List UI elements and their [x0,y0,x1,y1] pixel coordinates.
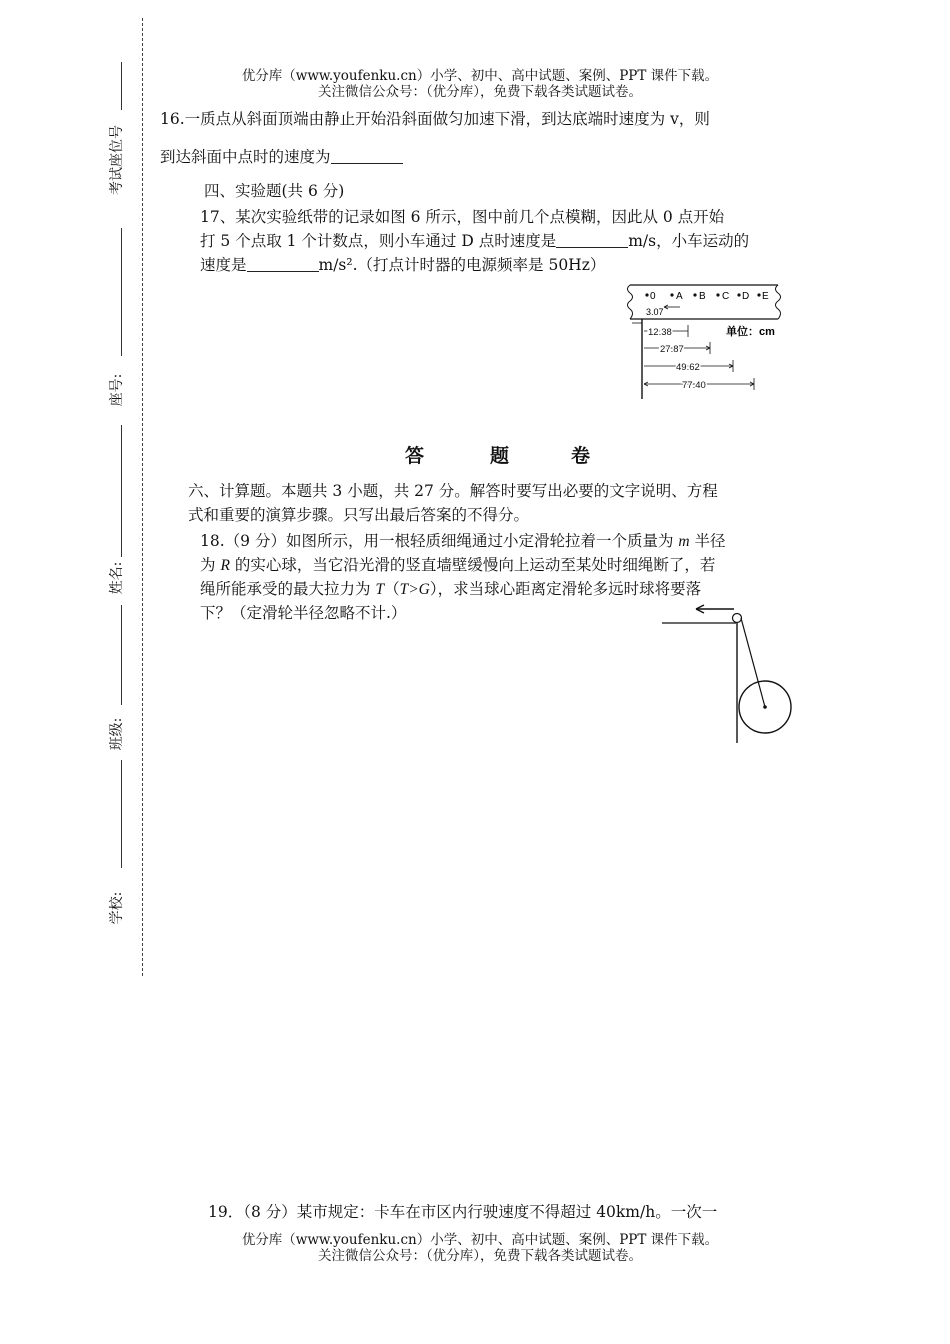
q17-line-2 [200,229,749,253]
q18-l1a: 18.（9 分）如图所示，用一根轻质细绳通过小定滑轮拉着一个质量为 [200,532,679,550]
name-label: 姓名: [109,561,125,595]
q16-prompt: 到达斜面中点时的速度为 [160,148,331,166]
tape-dot-e [757,293,760,296]
class-field[interactable] [121,605,122,705]
q18-radius-var: R [220,557,230,574]
q18-l3a: 绳所能承受的最大拉力为 [200,580,376,598]
tape-dot-c [716,293,719,296]
q16-line-1: 16.一质点从斜面顶端由静止开始沿斜面做匀加速下滑，到达底端时速度为 v，则 [160,110,710,128]
pulley-icon [733,614,742,623]
measure-ob: 12.38 [648,327,672,338]
school-field[interactable] [121,760,122,868]
measure-oc: 27.87 [660,344,684,355]
q18-l2b: 的实心球，当它沿光滑的竖直墙壁缓慢向上运动至某处时细绳断了，若 [229,556,716,574]
section-4-heading: 四、实验题(共 6 分) [204,182,345,200]
measure-oa: 3.07 [646,307,664,317]
header-line-2: 关注微信公众号：（优分库），免费下载各类试题试卷。 [318,84,642,100]
ball-center [763,705,767,709]
answer-title-3: 卷 [571,445,593,467]
q17-line-3 [200,253,605,277]
tape-figure [622,283,788,403]
measure-oe: 77.40 [682,380,706,391]
section-6-line-1: 六、计算题。本题共 3 小题，共 27 分。解答时要写出必要的文字说明、方程 [188,482,718,500]
q17-line-2a: 打 5 个点取 1 个计数点，则小车通过 D 点时速度是 [200,232,557,250]
q18-l1b: 半径 [689,532,726,550]
exam-seat-label: 考试座位号 [109,125,125,195]
q17-line-2b: m/s，小车运动的 [628,232,750,250]
tape-point-b: B [699,291,706,302]
class-label: 班级: [109,717,125,751]
q17-acceleration-blank[interactable] [247,257,319,272]
q16-answer-blank[interactable] [331,149,403,164]
q18-condition: T>G [399,581,430,598]
q17-line-1: 17、某次实验纸带的记录如图 6 所示，图中前几个点模糊，因此从 0 点开始 [200,208,725,226]
seat-field[interactable] [121,228,122,356]
footer-line-1: 优分库（www.youfenku.cn）小学、初中、高中试题、案例、PPT 课件下载。 [241,1232,719,1248]
seat-label: 座号: [109,373,125,407]
q18-line-2 [200,553,715,578]
q16-line-2 [160,145,403,169]
tape-dot-d [737,293,740,296]
header-line-1: 优分库（www.youfenku.cn）小学、初中、高中试题、案例、PPT 课件下载。 [241,68,719,84]
q18-tension-var: T [375,581,385,598]
q18-line-1 [200,529,726,554]
footer-line-2: 关注微信公众号：（优分库），免费下载各类试题试卷。 [318,1248,642,1264]
q17-line-3b: m/s².（打点计时器的电源频率是 50Hz） [318,256,606,274]
q18-line-3 [200,577,701,602]
rope [741,618,765,707]
q18-l3b: （ [384,580,400,598]
q18-l2a: 为 [200,556,221,574]
answer-title-1: 答 [405,445,427,467]
measure-od: 49.62 [676,362,700,373]
q18-mass-var: m [678,533,690,550]
tape-point-e: E [762,291,769,302]
tape-unit-label: 单位：cm [726,326,775,338]
binding-dashed-line [142,18,143,976]
q17-line-3a: 速度是 [200,256,247,274]
tape-point-c: C [722,291,730,302]
tape-dot-0 [645,293,648,296]
answer-title-2: 题 [490,445,512,467]
q18-line-4: 下？（定滑轮半径忽略不计.） [200,604,407,622]
tape-point-0: 0 [650,291,656,302]
section-6-line-2: 式和重要的演算步骤。只写出最后答案的不得分。 [188,506,530,524]
tape-dot-b [693,293,696,296]
q17-velocity-blank[interactable] [556,233,628,248]
tape-point-d: D [742,291,750,302]
tape-point-a: A [676,291,683,302]
q18-l3c: ），求当球心距离定滑轮多远时球将要落 [429,580,702,598]
q19-line-1: 19．（8 分）某市规定：卡车在市区内行驶速度不得超过 40km/h。一次一 [208,1203,718,1221]
pulley-ball-figure [660,603,800,745]
exam-seat-field[interactable] [121,62,122,110]
school-label: 学校: [109,891,125,925]
tape-dot-a [670,293,673,296]
